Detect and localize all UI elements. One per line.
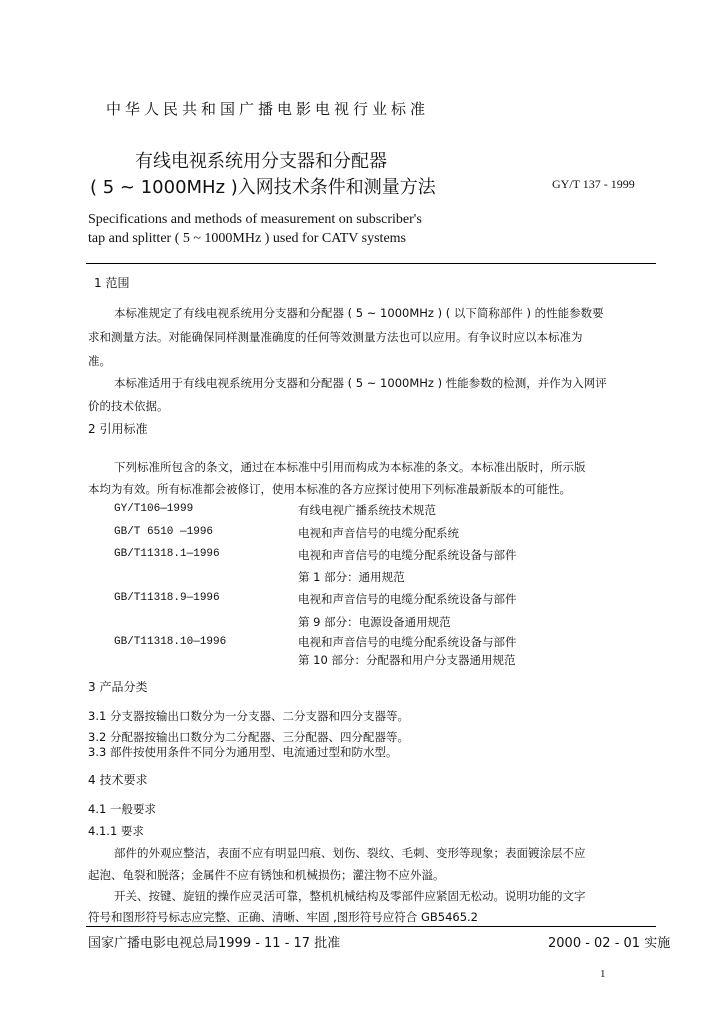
paragraph-line: 本标准规定了有线电视系统用分支器和分配器 ( 5 ~ 1000MHz ) ( 以下简称部件 ) 的性能参数要 <box>114 306 604 320</box>
subsection-heading: 4.1.1 要求 <box>88 824 144 838</box>
english-title-line-2: tap and splitter ( 5 ~ 1000MHz ) used for CATV systems <box>88 231 407 246</box>
reference-code: GB/T11318.10—1996 <box>114 636 227 648</box>
section-4-heading: 4 技术要求 <box>88 773 148 787</box>
reference-code: GB/T11318.1—1996 <box>114 548 220 560</box>
reference-title: 有线电视广播系统技术规范 <box>298 503 436 517</box>
paragraph-line: 下列标准所包含的条文，通过在本标准中引用而构成为本标准的条文。本标准出版时，所示版 <box>114 460 586 474</box>
paragraph-line: 求和测量方法。对能确保同样测量准确度的任何等效测量方法也可以应用。有争议时应以本标准为 <box>88 330 583 344</box>
header-divider <box>86 263 656 264</box>
standard-number: GY/T 137 - 1999 <box>552 177 635 191</box>
title-line-2: ( 5 ~ 1000MHz )入网技术条件和测量方法 <box>90 177 436 198</box>
title-line-1: 有线电视系统用分支器和分配器 <box>135 151 387 172</box>
reference-title: 第 1 部分：通用规范 <box>298 570 405 584</box>
reference-title: 第 9 部分：电源设备通用规范 <box>298 615 451 629</box>
paragraph-line: 价的技术依据。 <box>88 399 169 413</box>
implementation-date: 2000 - 02 - 01 实施 <box>548 936 671 951</box>
approval-date: 国家广播电影电视总局1999 - 11 - 17 批准 <box>88 936 341 951</box>
paragraph-line: 部件的外观应整洁，表面不应有明显凹痕、划伤、裂纹、毛刺、变形等现象；表面镀涂层不应 <box>114 846 586 860</box>
subsection-heading: 4.1 一般要求 <box>88 802 156 816</box>
paragraph-line: 符号和图形符号标志应完整、正确、清晰、牢固 ,图形符号应符合 GB5465.2 <box>88 910 479 924</box>
paragraph-line: 开关、按键、旋钮的操作应灵活可靠，整机机械结构及零部件应紧固无松动。说明功能的文字 <box>114 889 586 903</box>
footer-divider <box>86 926 656 927</box>
page-number: 1 <box>600 968 606 980</box>
paragraph-line: 3.1 分支器按输出口数分为一分支器、二分支器和四分支器等。 <box>88 709 409 723</box>
paragraph-line: 起泡、龟裂和脱落；金属件不应有锈蚀和机械损伤；灌注物不应外溢。 <box>88 868 445 882</box>
paragraph-line: 3.3 部件按使用条件不同分为通用型、电流通过型和防水型。 <box>88 745 398 759</box>
reference-code: GB/T 6510 —1996 <box>114 526 214 538</box>
paragraph-line: 本标准适用于有线电视系统用分支器和分配器 ( 5 ~ 1000MHz ) 性能参数的检测，并作为入网评 <box>114 376 607 390</box>
section-1-heading: 1 范围 <box>94 276 130 290</box>
reference-code: GY/T106—1999 <box>114 503 194 515</box>
reference-title: 电视和声音信号的电缆分配系统设备与部件 <box>298 635 517 649</box>
paragraph-line: 准。 <box>88 354 111 368</box>
reference-title: 第 10 部分：分配器和用户分支器通用规范 <box>298 653 516 667</box>
reference-title: 电视和声音信号的电缆分配系统设备与部件 <box>298 548 517 562</box>
reference-code: GB/T11318.9—1996 <box>114 592 220 604</box>
reference-title: 电视和声音信号的电缆分配系统 <box>298 526 459 540</box>
paragraph-line: 本均为有效。所有标准都会被修订，使用本标准的各方应探讨使用下列标准最新版本的可能性。 <box>88 482 571 496</box>
standard-category-label: 中华人民共和国广播电影电视行业标准 <box>106 100 430 118</box>
reference-title: 电视和声音信号的电缆分配系统设备与部件 <box>298 592 517 606</box>
english-title-line-1: Specifications and methods of measurement on subscriber's <box>88 212 422 227</box>
section-3-heading: 3 产品分类 <box>88 680 148 694</box>
section-2-heading: 2 引用标准 <box>88 422 148 436</box>
paragraph-line: 3.2 分配器按输出口数分为二分配器、三分配器、四分配器等。 <box>88 730 409 744</box>
